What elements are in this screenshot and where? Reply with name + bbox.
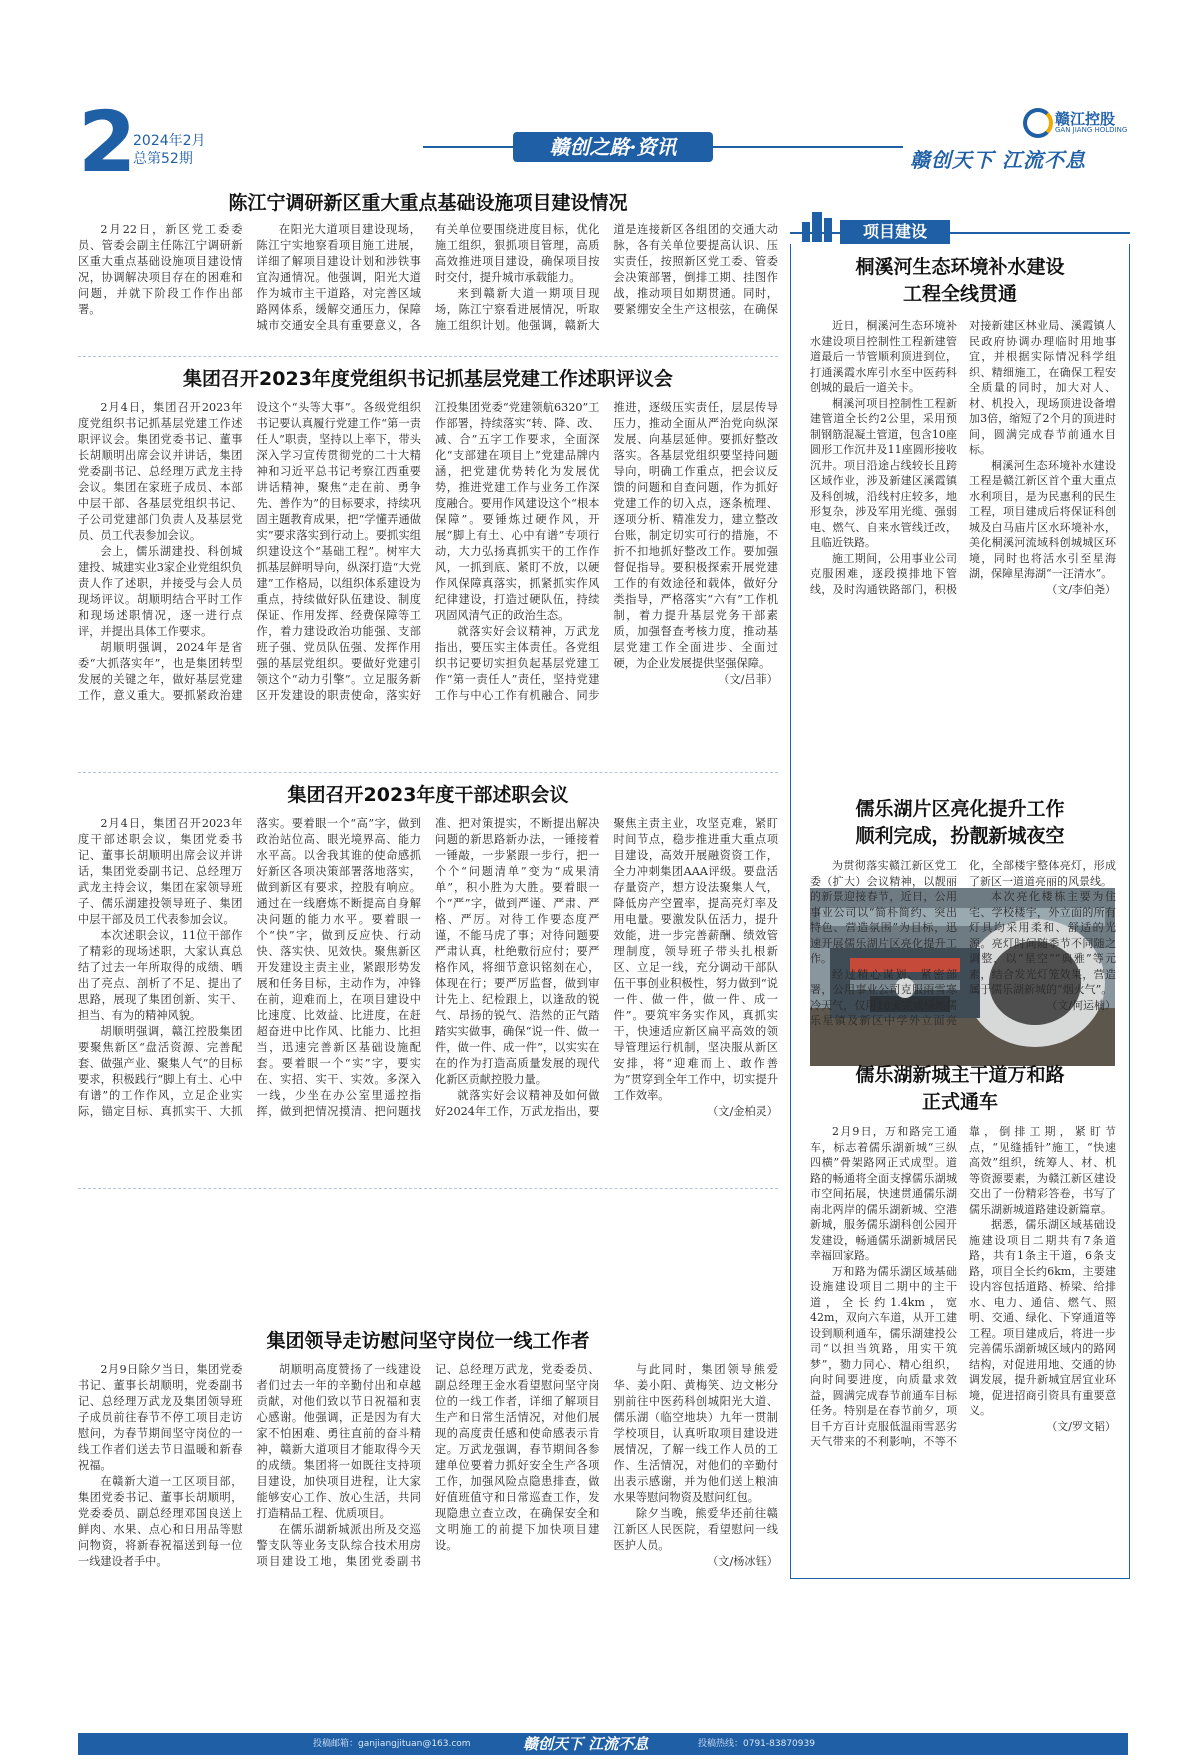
paragraph: 在儒乐湖新城派出所及交巡警支队等业务支队综合技术用房项目建设工地，集团党委副书记、总经理万武龙，党委委员、副总经理王金水看望慰问坚守岗位的一线工作者，详细了解项目生产和日常生活情况，对他们展现的高度责任感和使命感表示肯定。万武龙强调，春节期间各参建单位要着力抓好安全生产各项工作，加强风险点隐患排查，做好值班值守和日常巡查工作，发现隐患立查立改，在确保安全和文明施工的前提下加快项目建设。 <box>256 1363 600 1568</box>
divider <box>78 356 778 357</box>
title-line: 儒乐湖片区亮化提升工作 <box>855 798 1065 820</box>
sidebar-article-title <box>790 1062 1130 1116</box>
title-line: 桐溪河生态环境补水建设 <box>855 256 1065 278</box>
page-number: 2 <box>78 93 133 191</box>
section-banner <box>473 132 753 162</box>
paragraph: 为贯彻落实赣江新区党工委（扩大）会议精神，以靓丽的新景迎接春节，近日，公用事业公司以“简朴简约、突出特色、营造氛围”为目标，迅速开展儒乐湖片区亮化提升工作。 <box>810 859 957 965</box>
sidebar-article-body <box>810 1124 1116 1556</box>
paragraph: 胡顺明高度赞扬了一线建设者们过去一年的辛勤付出和卓越贡献，对他们致以节日祝福和衷心感谢。他强调，正是因为有大家不怕困难、勇往直前的奋斗精神，赣新大道项目才能取得今天的成绩。集团将一如既往支持项目建设，加快项目进程，让大家能够安心工作、放心生活，共同打造精品工程、优质项目。 <box>256 1363 421 1520</box>
title-line: 儒乐湖新城主干道万和路 <box>855 1064 1065 1086</box>
paragraph: 就落实好会议精神，万武龙指出，要压实主体责任。各党组织书记要切实担负起基层党建工作“第一责任人”责任，坚持党建工作与中心工作有机融合、同步推进，逐级压实责任，层层传导压力，推动全面从严治党向纵深发展、向基层延伸。要抓好整改落实。各基层党组织要坚持问题导向，明确工作重点，把会议反馈的问题和自查问题，作为抓好党建工作的切入点，逐条梳理、逐项分析、精准发力，建立整改台账，制定切实可行的措施，不折不扣地抓好整改工作。要加强督促指导。要积极探索开展党建工作的有效途径和载体，做好分类指导，严格落实“六有”工作机制，着力提升基层党务干部素质，加强督查考核力度，推动基层党建工作全面进步、全面过硬，为企业发展提供坚强保障。 <box>435 401 778 702</box>
paragraph: 万和路为儒乐湖区域基础设施建设项目二期中的主干道，全长约1.4km，宽42m，双向六车道，从开工建设到顺利通车，儒乐湖建投公司“以担当筑路，用实干筑梦”，勠力同心、精心组织，向时间要进度，向质量求效益，圆满完成春节前通车目标任务。特别是在春节前夕，项目千方百计克服低温雨雪恶劣天气带来的不利影响，不等不靠，倒排工期，紧盯节点，“见缝插针”施工，“快速高效”组织，统筹人、材、机等资源要素，为赣江新区建设交出了一份精彩答卷，书写了儒乐湖新城道路建设新篇章。 <box>810 1125 1116 1448</box>
paragraph: 会上，儒乐湖建投、科创城建投、城建实业3家企业党组织负责人作了述职，并接受与会人员现场评议。胡顺明结合平时工作和现场述职情况，逐一进行点评，并提出具体工作要求。 <box>78 545 243 638</box>
paragraph: 2月4日，集团召开2023年度干部述职会议，集团党委书记、董事长胡顺明出席会议并讲话，集团党委副书记、总经理万武龙主持会议，集团在家领导班子、儒乐湖建投领导班子、集团中层干部及员工代表参加会议。 <box>78 817 243 926</box>
article-title: 集团召开2023年度干部述职会议 <box>287 784 569 806</box>
footer-phone: 投稿热线：0791-83870939 <box>698 1739 815 1749</box>
byline: （文/吕菲） <box>718 673 778 686</box>
logo-mark-icon <box>1023 108 1053 138</box>
logo <box>1023 108 1128 144</box>
article-4 <box>78 1326 778 1568</box>
issue-date-block <box>133 132 206 168</box>
article-2 <box>78 364 778 702</box>
paragraph: 本次述职会议，11位干部作了精彩的现场述职，大家认真总结了过去一年所取得的成绩、晒出了亮点、剖析了不足、提出了思路，展现了集团创新、实干、担当、有为的精神风貌。 <box>78 929 243 1022</box>
byline: （文/杨冰钰） <box>707 1555 778 1568</box>
title-line: 正式通车 <box>921 1091 998 1113</box>
byline: （文/罗文韬） <box>1046 1419 1116 1433</box>
sidebar-article-title <box>790 796 1130 850</box>
divider <box>78 1188 778 1189</box>
byline: （文/李伯尧） <box>1046 582 1116 596</box>
title-line: 工程全线贯通 <box>902 283 1017 305</box>
paragraph: 与此同时，集团领导熊爱华、姜小阳、黄梅笑、边文彬分别前往中医药科创城阳光大道、儒乐湖（临空地块）九年一贯制学校项目，认真听取项目建设进展情况，了解一线工作人员的工作、生活情况，对他们的辛勤付出表示感谢，并为他们送上粮油水果等慰问物资及慰问红包。 <box>613 1363 778 1504</box>
footer-email: 投稿邮箱：ganjiangjituan@163.com <box>313 1739 471 1749</box>
sidebar-article-body <box>810 858 1116 1036</box>
paragraph: 胡顺明强调，2024年是省委“大抓落实年”，也是集团转型发展的关键之年，做好基层党建工作，意义重大。要抓紧政治建设这个“头等大事”。各级党组织书记要认真履行党建工作“第一责任人”职责，坚持以上率下，带头深入学习宣传贯彻党的二十大精神和习近平总书记考察江西重要讲话精神，聚焦“走在前、勇争先、善作为”的目标要求，持续巩固主题教育成果，把“学懂弄通做实”要求落实到行动上。要抓实组织建设这个“基础工程”。树牢大抓基层鲜明导向，纵深打造“大党建”工作格局，以组织体系建设为重点，持续做好队伍建设、制度保证、作用发挥、经费保障等工作，着力建设政治功能强、支部班子强、党员队伍强、发挥作用强的基层党组织。要做好党建引领这个“动力引擎”。立足服务新区开发建设的职责使命，落实好江投集团党委“党建领航6320”工作部署，持续落实“转、降、改、减、合”五字工作要求，全面深化“支部建在项目上”党建品牌内涵，把党建优势转化为发展优势，推进党建工作与业务工作深度融合。要用作风建设这个“根本保障”。要锤炼过硬作风，开展“脚上有土、心中有谱”专项行动，大力弘扬真抓实干的工作作风，一抓到底、紧盯不放，以硬作风保障真落实，抓紧抓实作风纪律建设，打造过硬队伍，持续巩固风清气正的政治生态。 <box>78 401 600 702</box>
article-1 <box>78 188 778 332</box>
article-title: 集团召开2023年度党组织书记抓基层党建工作述职评议会 <box>183 368 673 390</box>
sidebar <box>790 188 1130 1763</box>
paragraph: 桐溪河项目控制性工程新建管道全长约2公里，采用预制钢筋混凝土管道，包含10座圆形工作沉井及11座圆形接收沉井。项目沿途占线较长且跨区域作业，涉及新建区溪霞镇及科创城，沿线村庄较多，地形复杂，涉及军用光缆、强弱电、燃气、自来水管线迁改，且临近铁路。 <box>810 396 957 549</box>
paragraph: 在阳光大道项目建设现场，陈江宁实地察看项目施工进展，详细了解项目建设计划和涉铁事宜沟通情况。他强调，阳光大道作为城市主干道路，对完善区域路网体系，缓解交通压力，保障城市交通安全具有重要意义，各有关单位要围绕进度目标，优化施工组织，狠抓项目管理，高质高效推进项目建设，确保项目按时交付，提升城市承载能力。 <box>256 223 600 332</box>
article-title: 陈江宁调研新区重大重点基础设施项目建设情况 <box>228 192 628 214</box>
buildings-icon <box>802 212 836 242</box>
article-body <box>78 400 778 762</box>
logo-name: 赣江控股 <box>1055 110 1116 128</box>
sidebar-section-label: 项目建设 <box>840 220 950 244</box>
paragraph: 就落实好会议精神及如何做好2024年工作，万武龙指出，要聚焦主责主业，攻坚克难，紧盯时间节点，稳步推进重大重点项目建设，高效开展融资资工作，全力冲刺集团AAA评级。要盘活存量资产，想方设法聚集人气，降低房产空置率，提高亮灯率及用电量。要激发队伍活力，提升效能，进一步完善薪酬、绩效管理制度，领导班子带头扎根新区、立足一线，充分调动干部队伍干事创业积极性，努力做到“说一件、做一件，做一件、成一件”。要筑牢务实作风，真抓实干，快速适应新区扁平高效的领导管理运行机制，坚决服从新区安排，将“迎难而上、敢作善为”贯穿到全年工作中，切实提升工作效率。 <box>435 817 778 1118</box>
article-title: 集团领导走访慰问坚守岗位一线工作者 <box>266 1330 590 1352</box>
paragraph: 胡顺明强调，赣江控股集团要聚焦新区“盘活资源、完善配套、做强产业、聚集人气”的目标要求，积极践行“脚上有土、心中有谱”的工作作风，立足企业实际，锚定目标、真抓实干、大抓落实。要着眼一个“高”字，做到政治站位高、眼光境界高、能力水平高。以舍我其谁的使命感抓好新区各项决策部署落地落实，做到新区有要求，控股有响应。通过在一线磨炼不断提高自身解决问题的能力水平。要着眼一个“快”字，做到反应快、行动快、落实快、见效快。聚焦新区开发建设主责主业，紧跟形势发展和任务目标，主动作为，冲锋在前，迎难而上，在项目建设中比速度、比效益、比进度，在赶超奋进中比作风、比能力、比担当，迅速完善新区基础设施配套。要着眼一个“实”字，要实在、实招、实干、实效。多深入一线，少坐在办公室里遥控指挥，做到把情况摸清、把问题找准、把对策提实，不断提出解决问题的新思路新办法，一锤接着一锤敲，一步紧跟一步行，把一个个“问题清单”变为“成果清单”，积小胜为大胜。要着眼一个“严”字，做到严谨、严肃、严格、严厉。对待工作要态度严谨，不能马虎了事；对待问题要严肃认真，杜绝敷衍应付；要严格作风，将细节意识铭刻在心，体现在行；要严厉监督，做到审计先上、纪检跟上，以逢敌的锐气、昂扬的锐气、浩然的正气踏踏实实做事，确保“说一件、做一件，做一件、成一件”，以实实在在的作为打造高质量发展的现代化新区贡献控股力量。 <box>78 817 600 1118</box>
sidebar-article-title <box>790 254 1130 308</box>
paragraph: 本次亮化楼栋主要为住宅、学校楼宇，外立面的所有灯具均采用柔和、舒适的光源。亮灯时间随季节不同随之调整，以“星空”“典雅”等元素，结合发光灯笼效果，营造属于儒乐湖新城的“烟火气”。 <box>969 890 1116 996</box>
article-body <box>78 1362 778 1662</box>
header-slogan: 赣创天下 江流不息 <box>910 148 1086 172</box>
section-banner-label: 赣创之路·资讯 <box>513 132 713 162</box>
divider <box>78 772 778 773</box>
paragraph: 经过精心谋划、紧密部署，公用事业公司克服雨雪寒冷天气，仅用18天完成绿地儒乐星镇及新区中学外立面亮化，全部楼宇整体亮灯，形成了新区一道道亮丽的风景线。 <box>810 859 1116 1027</box>
paragraph: 施工期间，公用事业公司克服困难，逐段摸排地下管线，及时沟通铁路部门，积极对接新建区林业局、溪霞镇人民政府协调办理临时用地事宜，并根据实际情况科学组织、精细施工，在确保工程安全质量的同时，加大对人、材、机投入，现场顶进设备增加3倍，缩短了2个月的顶进时间，圆满完成春节前通水目标。 <box>810 319 1116 596</box>
paragraph: 2月9日，万和路完工通车，标志着儒乐湖新城“三纵四横”骨架路网正式成型。道路的畅通将全面支撑儒乐湖城市空间拓展，快速贯通儒乐湖南北两岸的儒乐湖新城、空港新城，服务儒乐湖科创公园开发建设，畅通儒乐湖新城居民幸福回家路。 <box>810 1125 957 1262</box>
masthead <box>78 93 1128 191</box>
paragraph: 在赣新大道一工区项目部，集团党委书记、董事长胡顺明，党委委员、副总经理邓国良送上鲜肉、水果、点心和日用品等慰问物资，将新春祝福送到每一位一线建设者手中。 <box>78 1475 243 1568</box>
byline: （文/何运楠） <box>1046 998 1116 1012</box>
issue-date: 2024年2月 <box>133 133 206 149</box>
paragraph: 据悉，儒乐湖区域基础设施建设项目二期共有7条道路，共有1条主干道，6条支路，项目全长约6km，主要建设内容包括道路、桥梁、给排水、电力、通信、燃气、照明、交通、绿化、下穿通道等工程。项目建成后，将进一步完善儒乐湖新城区域内的路网结构，对促进用地、交通的协调发展，提升新城宜居宜业环境，促进招商引资具有重要意义。 <box>969 1218 1116 1417</box>
paragraph: 除夕当晚，熊爱华还前往赣江新区人民医院，看望慰问一线医护人员。 <box>613 1507 778 1552</box>
issue-number: 总第52期 <box>133 151 193 167</box>
logo-english: GAN JIANG HOLDING <box>1055 126 1128 134</box>
paragraph: 2月22日，新区党工委委员、管委会副主任陈江宁调研新区重大重点基础设施项目建设情况，协调解决项目存在的困难和问题，并就下阶段工作作出部署。 <box>78 223 243 316</box>
paragraph: 近日，桐溪河生态环境补水建设项目控制性工程新建管道最后一节管顺利顶进到位，打通溪霞水库引水至中医药科创城的最后一道关卡。 <box>810 319 957 394</box>
article-3 <box>78 780 778 1118</box>
paragraph: 2月4日，集团召开2023年度党组织书记抓基层党建工作述职评议会。集团党委书记、董事长胡顺明出席会议并讲话，集团党委副书记、总经理万武龙主持会议。集团在家班子成员、本部中层干部、各基层党组织书记、子公司党建部门负责人及基层党员、员工代表参加会议。 <box>78 401 243 542</box>
paragraph: 2月9日除夕当日，集团党委书记、董事长胡顺明，党委副书记、总经理万武龙及集团领导班子成员前往春节不停工项目走访慰问，为春节期间坚守岗位的一线工作者们送去节日温暖和新春祝福。 <box>78 1363 243 1472</box>
sidebar-article-body <box>810 318 1116 878</box>
article-body <box>78 222 778 346</box>
article-body <box>78 816 778 1178</box>
paragraph: 来到赣新大道一期项目现场，陈江宁察看进展情况，听取施工组织计划。他强调，赣新大道是连接新区各组团的交通大动脉，各有关单位要提高认识、压实责任，按照新区党工委、管委会决策部署，倒排工期、挂图作战，推动项目如期贯通。同时，要紧绷安全生产这根弦，在确保 <box>435 223 778 332</box>
paragraph: 桐溪河生态环境补水建设工程是赣江新区首个重大重点水利项目，是为民惠利的民生工程，项目建成后将保证科创城及白马庙片区水环境补水，美化桐溪河流域科创城城区环境，同时也将活水引至星海湖，保障星海湖“一汪清水”。 <box>969 458 1116 580</box>
footer-slogan: 赣创天下 江流不息 <box>523 1735 649 1753</box>
byline: （文/金柏灵） <box>707 1105 778 1118</box>
title-line: 顺利完成，扮靓新城夜空 <box>855 825 1065 847</box>
footer-bar <box>78 1733 1128 1755</box>
